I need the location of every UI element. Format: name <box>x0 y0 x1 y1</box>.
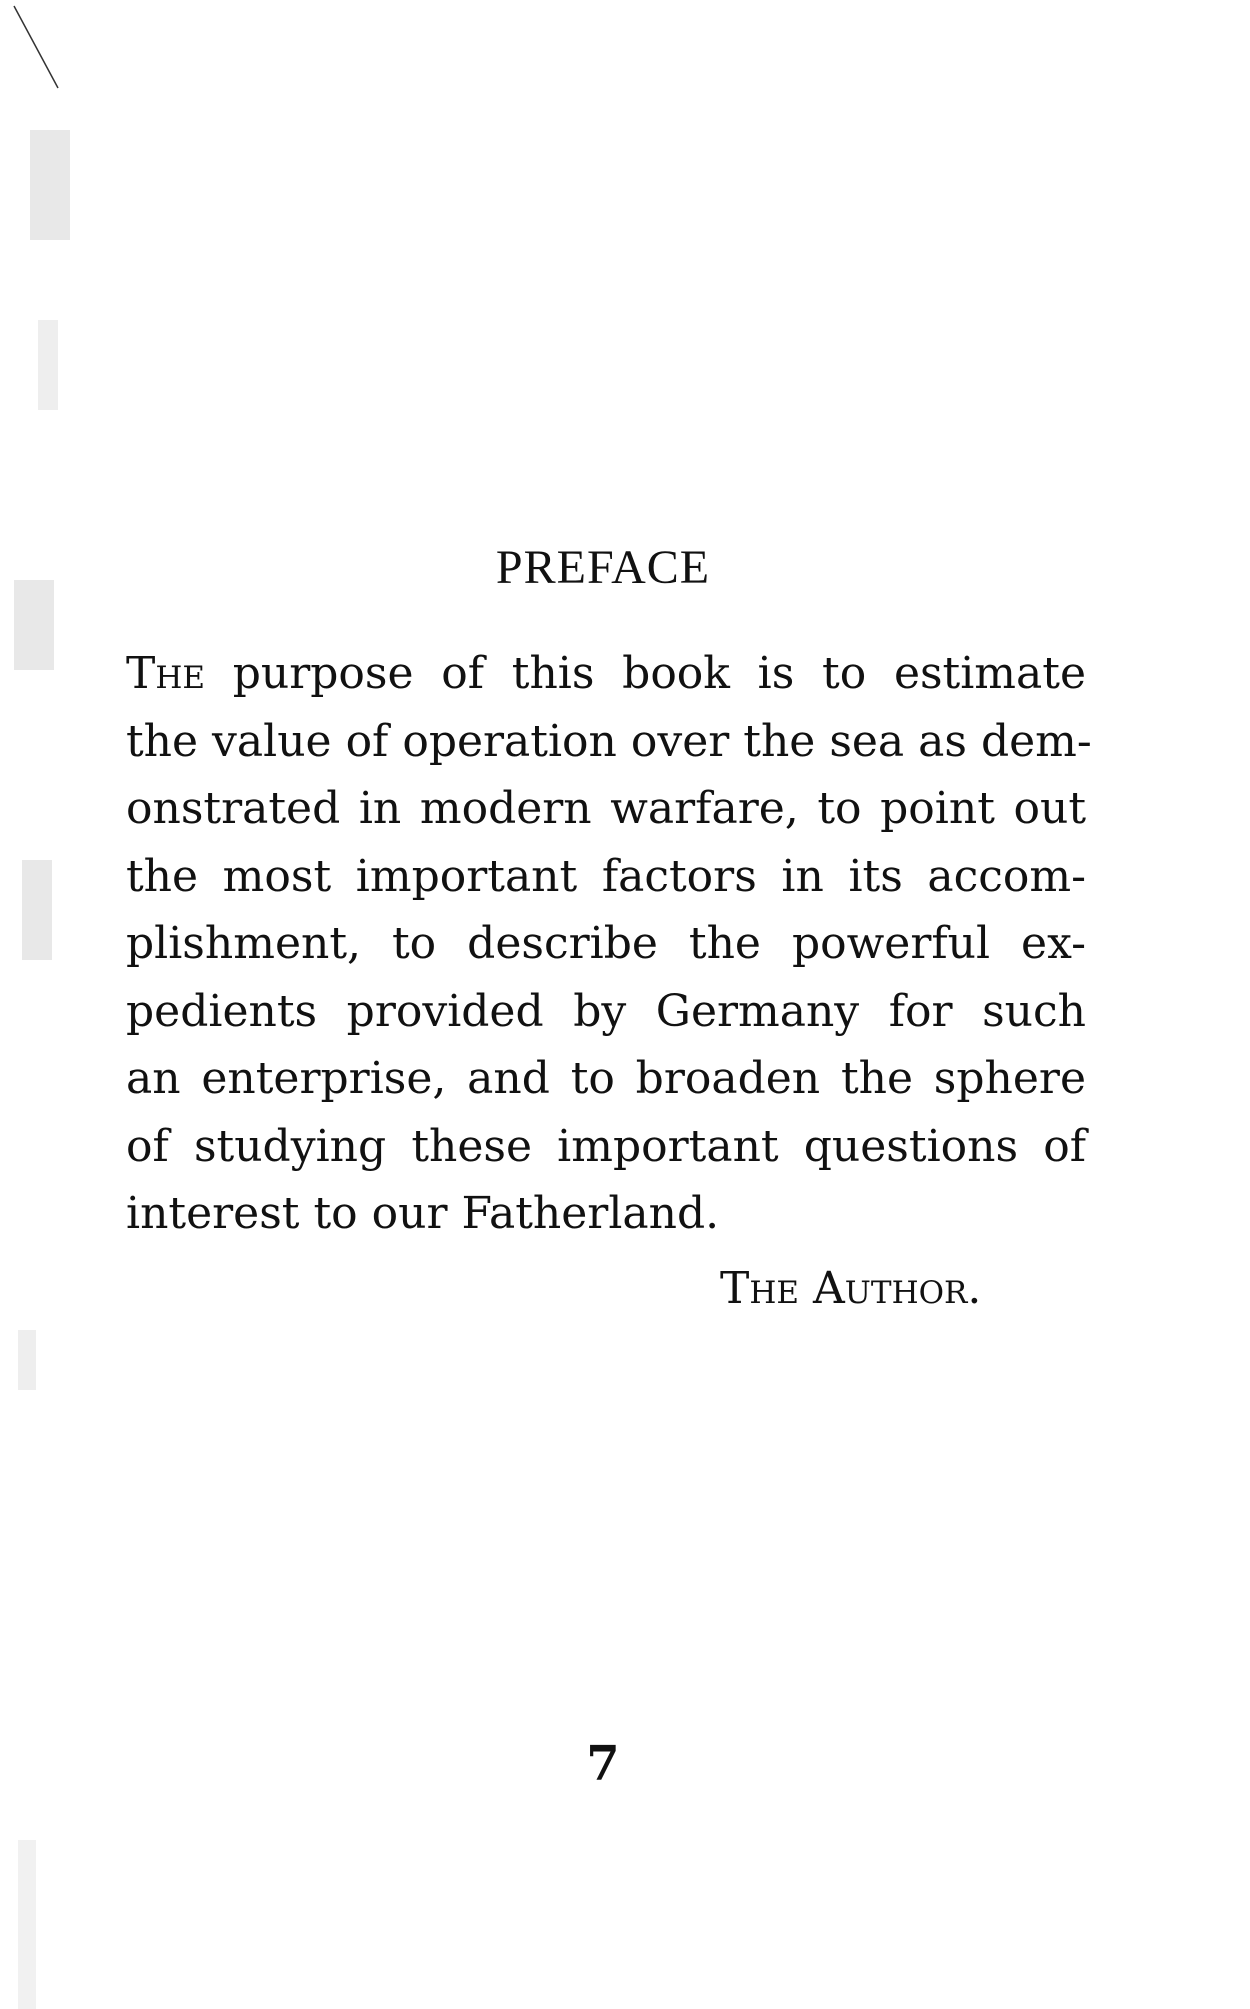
paragraph-line: the most important factors in its accom- <box>126 850 1086 902</box>
paragraph-line <box>126 640 1086 708</box>
paragraph-line: plishment, to describe the powerful ex- <box>126 918 1086 969</box>
paragraph-line: of studying these important questions of <box>126 1120 1086 1172</box>
lead-small-caps-word: The <box>126 648 206 699</box>
paragraph-line-text: purpose of this book is to estimate <box>205 648 1086 699</box>
preface-paragraph <box>126 640 1092 1248</box>
paragraph-line: onstrated in modern warfare, to point out <box>126 783 1086 834</box>
author-signature: The Author. <box>720 1263 982 1314</box>
scan-edge-marks <box>0 0 120 2009</box>
paragraph-line: an enterprise, and to broaden the sphere <box>126 1053 1086 1104</box>
paragraph-line: pedients provided by Germany for such <box>126 985 1086 1037</box>
paragraph-line: the value of operation over the sea as dem- <box>126 715 1092 767</box>
paragraph-line: interest to our Fatherland. <box>126 1188 720 1239</box>
page-number: 7 <box>586 1736 620 1792</box>
page-heading: PREFACE <box>495 541 711 594</box>
